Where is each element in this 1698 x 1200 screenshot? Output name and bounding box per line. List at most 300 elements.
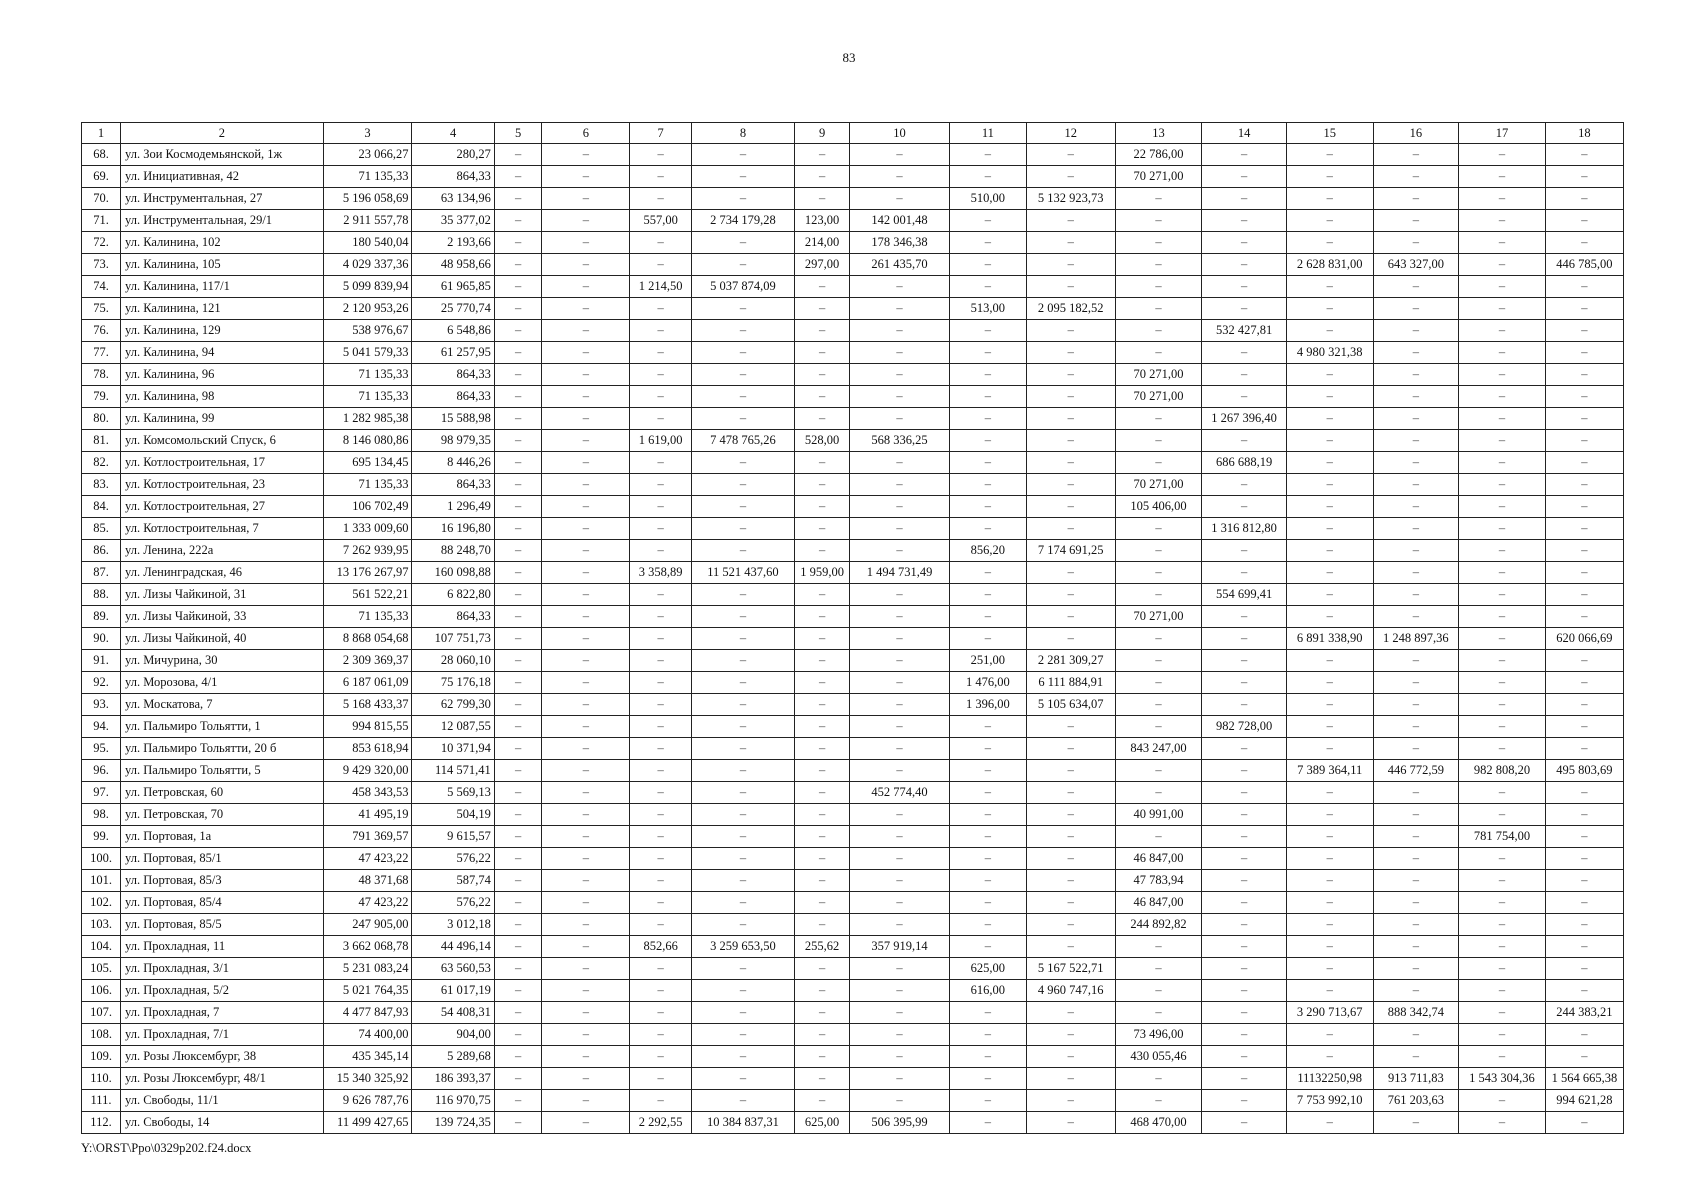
- value-cell: –: [494, 1090, 542, 1112]
- value-cell: –: [542, 848, 630, 870]
- row-index-cell: 84.: [82, 496, 121, 518]
- value-cell: –: [1373, 540, 1459, 562]
- value-cell: –: [630, 474, 692, 496]
- value-cell: –: [1115, 650, 1202, 672]
- value-cell: –: [1286, 804, 1373, 826]
- address-cell: ул. Прохладная, 11: [121, 936, 324, 958]
- value-cell: –: [494, 474, 542, 496]
- value-cell: –: [1459, 232, 1546, 254]
- value-cell: –: [1545, 518, 1623, 540]
- value-cell: –: [949, 320, 1026, 342]
- value-cell: –: [494, 298, 542, 320]
- value-cell: –: [1026, 342, 1115, 364]
- value-cell: –: [794, 650, 849, 672]
- column-number-header: 17: [1459, 123, 1546, 144]
- value-cell: –: [692, 254, 795, 276]
- value-cell: 98 979,35: [412, 430, 494, 452]
- value-cell: –: [692, 540, 795, 562]
- value-cell: –: [1373, 188, 1459, 210]
- value-cell: –: [1286, 1112, 1373, 1134]
- value-cell: –: [494, 342, 542, 364]
- value-cell: –: [794, 1024, 849, 1046]
- value-cell: –: [542, 958, 630, 980]
- value-cell: 114 571,41: [412, 760, 494, 782]
- value-cell: –: [494, 210, 542, 232]
- value-cell: –: [850, 452, 950, 474]
- row-index-cell: 111.: [82, 1090, 121, 1112]
- value-cell: 4 477 847,93: [323, 1002, 412, 1024]
- value-cell: 71 135,33: [323, 364, 412, 386]
- row-index-cell: 91.: [82, 650, 121, 672]
- value-cell: –: [542, 1002, 630, 1024]
- value-cell: –: [1026, 606, 1115, 628]
- value-cell: –: [542, 892, 630, 914]
- value-cell: 15 340 325,92: [323, 1068, 412, 1090]
- table-row: [82, 606, 1624, 628]
- row-index-cell: 78.: [82, 364, 121, 386]
- value-cell: –: [1459, 364, 1546, 386]
- value-cell: –: [1286, 496, 1373, 518]
- value-cell: –: [1286, 188, 1373, 210]
- value-cell: 9 615,57: [412, 826, 494, 848]
- value-cell: 70 271,00: [1115, 386, 1202, 408]
- value-cell: –: [692, 364, 795, 386]
- address-cell: ул. Котлостроительная, 7: [121, 518, 324, 540]
- value-cell: –: [630, 232, 692, 254]
- value-cell: –: [1202, 210, 1287, 232]
- value-cell: –: [1545, 870, 1623, 892]
- value-cell: –: [542, 144, 630, 166]
- value-cell: 864,33: [412, 364, 494, 386]
- value-cell: –: [1545, 606, 1623, 628]
- value-cell: –: [1545, 342, 1623, 364]
- value-cell: 180 540,04: [323, 232, 412, 254]
- value-cell: –: [949, 408, 1026, 430]
- value-cell: 625,00: [794, 1112, 849, 1134]
- value-cell: 5 099 839,94: [323, 276, 412, 298]
- value-cell: –: [494, 232, 542, 254]
- value-cell: –: [1545, 386, 1623, 408]
- value-cell: –: [1459, 276, 1546, 298]
- value-cell: 1 396,00: [949, 694, 1026, 716]
- column-number-header: 8: [692, 123, 795, 144]
- value-cell: 47 423,22: [323, 848, 412, 870]
- value-cell: 251,00: [949, 650, 1026, 672]
- table-row: [82, 804, 1624, 826]
- value-cell: –: [1459, 320, 1546, 342]
- value-cell: 5 167 522,71: [1026, 958, 1115, 980]
- value-cell: 70 271,00: [1115, 364, 1202, 386]
- value-cell: –: [1026, 320, 1115, 342]
- value-cell: –: [1202, 606, 1287, 628]
- value-cell: –: [850, 188, 950, 210]
- value-cell: –: [1545, 210, 1623, 232]
- value-cell: 7 389 364,11: [1286, 760, 1373, 782]
- address-cell: ул. Лизы Чайкиной, 33: [121, 606, 324, 628]
- address-cell: ул. Зои Космодемьянской, 1ж: [121, 144, 324, 166]
- value-cell: –: [1545, 936, 1623, 958]
- value-cell: –: [850, 342, 950, 364]
- value-cell: –: [949, 1068, 1026, 1090]
- value-cell: –: [850, 672, 950, 694]
- value-cell: 1 248 897,36: [1373, 628, 1459, 650]
- value-cell: –: [1459, 188, 1546, 210]
- address-cell: ул. Инструментальная, 29/1: [121, 210, 324, 232]
- row-index-cell: 106.: [82, 980, 121, 1002]
- value-cell: –: [630, 364, 692, 386]
- value-cell: –: [794, 782, 849, 804]
- value-cell: –: [494, 430, 542, 452]
- value-cell: 5 569,13: [412, 782, 494, 804]
- value-cell: –: [1459, 694, 1546, 716]
- value-cell: –: [1373, 958, 1459, 980]
- value-cell: –: [1202, 276, 1287, 298]
- value-cell: –: [542, 562, 630, 584]
- value-cell: –: [1459, 782, 1546, 804]
- value-cell: 7 262 939,95: [323, 540, 412, 562]
- row-index-cell: 76.: [82, 320, 121, 342]
- value-cell: 54 408,31: [412, 1002, 494, 1024]
- address-cell: ул. Калинина, 99: [121, 408, 324, 430]
- value-cell: –: [692, 1068, 795, 1090]
- address-cell: ул. Свободы, 14: [121, 1112, 324, 1134]
- value-cell: –: [949, 1002, 1026, 1024]
- value-cell: –: [630, 254, 692, 276]
- value-cell: 63 134,96: [412, 188, 494, 210]
- value-cell: 297,00: [794, 254, 849, 276]
- value-cell: –: [1202, 1002, 1287, 1024]
- value-cell: 2 628 831,00: [1286, 254, 1373, 276]
- page-number: 83: [842, 50, 856, 65]
- value-cell: –: [692, 848, 795, 870]
- value-cell: 435 345,14: [323, 1046, 412, 1068]
- value-cell: –: [1286, 1046, 1373, 1068]
- value-cell: –: [794, 1068, 849, 1090]
- value-cell: –: [1373, 342, 1459, 364]
- value-cell: –: [1286, 452, 1373, 474]
- value-cell: –: [1115, 210, 1202, 232]
- value-cell: –: [850, 606, 950, 628]
- value-cell: –: [794, 892, 849, 914]
- value-cell: –: [494, 540, 542, 562]
- address-cell: ул. Портовая, 85/3: [121, 870, 324, 892]
- value-cell: 554 699,41: [1202, 584, 1287, 606]
- row-index-cell: 103.: [82, 914, 121, 936]
- value-cell: –: [494, 628, 542, 650]
- value-cell: –: [692, 1046, 795, 1068]
- value-cell: –: [1026, 914, 1115, 936]
- value-cell: –: [692, 342, 795, 364]
- table-row: [82, 716, 1624, 738]
- column-number-header: 5: [494, 123, 542, 144]
- value-cell: –: [949, 782, 1026, 804]
- value-cell: 75 176,18: [412, 672, 494, 694]
- address-cell: ул. Прохладная, 7: [121, 1002, 324, 1024]
- value-cell: –: [1115, 188, 1202, 210]
- value-cell: –: [1545, 232, 1623, 254]
- value-cell: –: [794, 298, 849, 320]
- value-cell: –: [1373, 452, 1459, 474]
- value-cell: –: [542, 694, 630, 716]
- value-cell: –: [949, 848, 1026, 870]
- value-cell: –: [1286, 540, 1373, 562]
- value-cell: –: [1202, 672, 1287, 694]
- value-cell: –: [1202, 892, 1287, 914]
- value-cell: –: [494, 1024, 542, 1046]
- value-cell: –: [630, 694, 692, 716]
- value-cell: 261 435,70: [850, 254, 950, 276]
- value-cell: –: [1373, 1046, 1459, 1068]
- row-index-cell: 86.: [82, 540, 121, 562]
- value-cell: –: [1373, 782, 1459, 804]
- value-cell: 247 905,00: [323, 914, 412, 936]
- value-cell: –: [494, 518, 542, 540]
- value-cell: 2 734 179,28: [692, 210, 795, 232]
- value-cell: –: [794, 804, 849, 826]
- value-cell: –: [949, 870, 1026, 892]
- value-cell: –: [692, 628, 795, 650]
- column-number-header: 2: [121, 123, 324, 144]
- value-cell: 452 774,40: [850, 782, 950, 804]
- value-cell: –: [630, 804, 692, 826]
- value-cell: 6 548,86: [412, 320, 494, 342]
- value-cell: –: [1115, 320, 1202, 342]
- value-cell: –: [542, 166, 630, 188]
- value-cell: –: [1545, 1046, 1623, 1068]
- value-cell: 1 333 009,60: [323, 518, 412, 540]
- value-cell: –: [1202, 958, 1287, 980]
- value-cell: –: [850, 474, 950, 496]
- value-cell: –: [1459, 166, 1546, 188]
- value-cell: –: [1373, 474, 1459, 496]
- value-cell: –: [1373, 364, 1459, 386]
- row-index-cell: 89.: [82, 606, 121, 628]
- value-cell: –: [1459, 958, 1546, 980]
- value-cell: –: [630, 1046, 692, 1068]
- value-cell: –: [1026, 804, 1115, 826]
- value-cell: –: [1545, 298, 1623, 320]
- value-cell: –: [494, 562, 542, 584]
- value-cell: –: [1115, 1090, 1202, 1112]
- value-cell: 4 980 321,38: [1286, 342, 1373, 364]
- value-cell: –: [1202, 254, 1287, 276]
- value-cell: 3 358,89: [630, 562, 692, 584]
- value-cell: –: [494, 672, 542, 694]
- row-index-cell: 74.: [82, 276, 121, 298]
- value-cell: –: [542, 408, 630, 430]
- value-cell: –: [1459, 650, 1546, 672]
- value-cell: 856,20: [949, 540, 1026, 562]
- table-row: [82, 1002, 1624, 1024]
- value-cell: –: [692, 232, 795, 254]
- value-cell: 1 476,00: [949, 672, 1026, 694]
- value-cell: –: [1202, 980, 1287, 1002]
- value-cell: –: [1373, 276, 1459, 298]
- value-cell: 994 621,28: [1545, 1090, 1623, 1112]
- row-index-cell: 99.: [82, 826, 121, 848]
- value-cell: –: [1459, 496, 1546, 518]
- value-cell: –: [1286, 914, 1373, 936]
- value-cell: –: [542, 826, 630, 848]
- value-cell: –: [1026, 848, 1115, 870]
- value-cell: 791 369,57: [323, 826, 412, 848]
- value-cell: –: [1026, 430, 1115, 452]
- value-cell: –: [630, 496, 692, 518]
- value-cell: 70 271,00: [1115, 474, 1202, 496]
- value-cell: –: [1115, 672, 1202, 694]
- value-cell: –: [1373, 298, 1459, 320]
- address-cell: ул. Лизы Чайкиной, 40: [121, 628, 324, 650]
- value-cell: –: [494, 364, 542, 386]
- value-cell: 994 815,55: [323, 716, 412, 738]
- value-cell: –: [1202, 474, 1287, 496]
- value-cell: –: [1115, 1068, 1202, 1090]
- value-cell: 62 799,30: [412, 694, 494, 716]
- table-row: [82, 452, 1624, 474]
- value-cell: 61 965,85: [412, 276, 494, 298]
- value-cell: –: [1373, 1024, 1459, 1046]
- value-cell: –: [1459, 606, 1546, 628]
- value-cell: 23 066,27: [323, 144, 412, 166]
- value-cell: –: [1459, 540, 1546, 562]
- value-cell: –: [1286, 210, 1373, 232]
- table-row: [82, 540, 1624, 562]
- value-cell: –: [542, 496, 630, 518]
- value-cell: –: [542, 738, 630, 760]
- table-row: [82, 650, 1624, 672]
- value-cell: –: [1545, 980, 1623, 1002]
- value-cell: –: [542, 650, 630, 672]
- value-cell: –: [692, 496, 795, 518]
- row-index-cell: 104.: [82, 936, 121, 958]
- value-cell: 71 135,33: [323, 166, 412, 188]
- value-cell: –: [1545, 276, 1623, 298]
- value-cell: –: [1286, 782, 1373, 804]
- value-cell: –: [542, 980, 630, 1002]
- column-number-header: 9: [794, 123, 849, 144]
- value-cell: –: [494, 606, 542, 628]
- value-cell: –: [630, 144, 692, 166]
- value-cell: 186 393,37: [412, 1068, 494, 1090]
- value-cell: –: [692, 716, 795, 738]
- value-cell: –: [1545, 496, 1623, 518]
- value-cell: –: [1286, 408, 1373, 430]
- value-cell: –: [1286, 166, 1373, 188]
- value-cell: –: [1286, 650, 1373, 672]
- value-cell: 761 203,63: [1373, 1090, 1459, 1112]
- value-cell: –: [1373, 980, 1459, 1002]
- value-cell: –: [1286, 826, 1373, 848]
- address-cell: ул. Портовая, 85/1: [121, 848, 324, 870]
- value-cell: –: [850, 650, 950, 672]
- row-index-cell: 77.: [82, 342, 121, 364]
- value-cell: –: [1459, 342, 1546, 364]
- value-cell: –: [949, 276, 1026, 298]
- table-row: [82, 936, 1624, 958]
- table-row: [82, 1046, 1624, 1068]
- value-cell: –: [542, 628, 630, 650]
- value-cell: 561 522,21: [323, 584, 412, 606]
- value-cell: –: [1459, 1002, 1546, 1024]
- value-cell: –: [630, 980, 692, 1002]
- row-index-cell: 95.: [82, 738, 121, 760]
- value-cell: –: [692, 980, 795, 1002]
- value-cell: 506 395,99: [850, 1112, 950, 1134]
- value-cell: –: [542, 276, 630, 298]
- value-cell: –: [494, 408, 542, 430]
- value-cell: –: [692, 188, 795, 210]
- value-cell: –: [794, 320, 849, 342]
- value-cell: –: [794, 606, 849, 628]
- value-cell: –: [794, 408, 849, 430]
- value-cell: 430 055,46: [1115, 1046, 1202, 1068]
- table-row: [82, 628, 1624, 650]
- address-cell: ул. Ленина, 222а: [121, 540, 324, 562]
- value-cell: 13 176 267,97: [323, 562, 412, 584]
- data-table: [81, 122, 1624, 1134]
- value-cell: –: [1115, 342, 1202, 364]
- value-cell: –: [1115, 958, 1202, 980]
- value-cell: 3 012,18: [412, 914, 494, 936]
- value-cell: –: [850, 914, 950, 936]
- value-cell: –: [1459, 628, 1546, 650]
- value-cell: –: [1286, 364, 1373, 386]
- value-cell: –: [630, 782, 692, 804]
- footer-file-path: Y:\ORST\Ppo\0329p202.f24.docx: [81, 1141, 252, 1155]
- column-number-header: 4: [412, 123, 494, 144]
- table-row: [82, 958, 1624, 980]
- row-index-cell: 97.: [82, 782, 121, 804]
- value-cell: –: [1373, 320, 1459, 342]
- value-cell: –: [630, 1002, 692, 1024]
- value-cell: –: [1459, 1090, 1546, 1112]
- value-cell: –: [1115, 452, 1202, 474]
- value-cell: –: [1202, 914, 1287, 936]
- value-cell: –: [692, 650, 795, 672]
- value-cell: –: [494, 584, 542, 606]
- value-cell: –: [1545, 540, 1623, 562]
- value-cell: –: [692, 738, 795, 760]
- row-index-cell: 72.: [82, 232, 121, 254]
- value-cell: –: [1202, 342, 1287, 364]
- value-cell: –: [542, 804, 630, 826]
- value-cell: –: [630, 716, 692, 738]
- table-row: [82, 298, 1624, 320]
- value-cell: –: [1286, 848, 1373, 870]
- data-table-container: [81, 122, 1624, 1134]
- value-cell: 1 296,49: [412, 496, 494, 518]
- value-cell: –: [1026, 716, 1115, 738]
- value-cell: –: [1373, 496, 1459, 518]
- value-cell: –: [1026, 496, 1115, 518]
- value-cell: –: [794, 738, 849, 760]
- value-cell: –: [692, 870, 795, 892]
- table-row: [82, 474, 1624, 496]
- value-cell: –: [949, 430, 1026, 452]
- value-cell: 28 060,10: [412, 650, 494, 672]
- row-index-cell: 101.: [82, 870, 121, 892]
- value-cell: –: [1286, 232, 1373, 254]
- value-cell: –: [1545, 320, 1623, 342]
- value-cell: 105 406,00: [1115, 496, 1202, 518]
- address-cell: ул. Прохладная, 3/1: [121, 958, 324, 980]
- value-cell: 852,66: [630, 936, 692, 958]
- value-cell: –: [542, 232, 630, 254]
- row-index-cell: 87.: [82, 562, 121, 584]
- value-cell: 139 724,35: [412, 1112, 494, 1134]
- value-cell: –: [1026, 452, 1115, 474]
- value-cell: –: [1202, 144, 1287, 166]
